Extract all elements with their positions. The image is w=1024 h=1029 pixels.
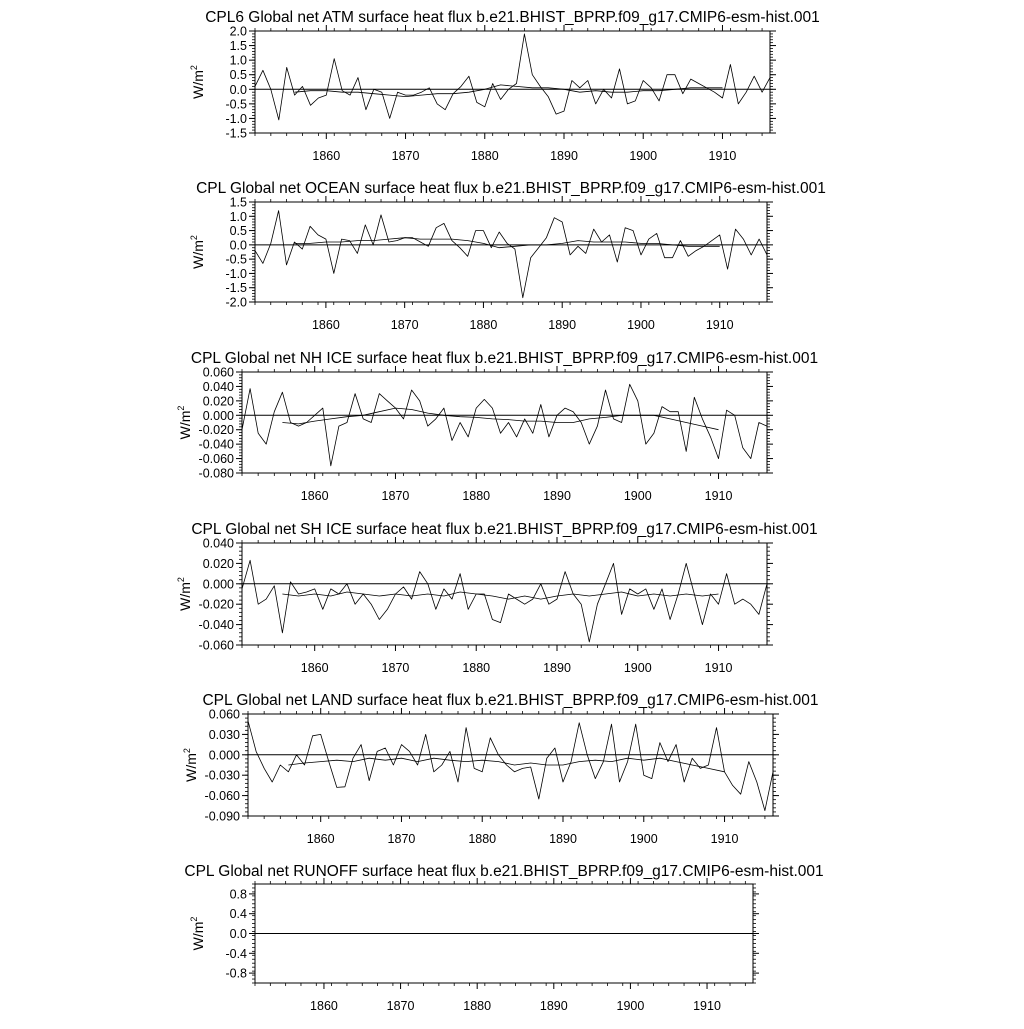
y-tick-label: -0.4 xyxy=(225,946,247,961)
x-tick-label: 1890 xyxy=(539,999,568,1013)
panel-3 xyxy=(176,350,818,503)
x-tick-label: 1900 xyxy=(629,149,658,163)
x-tick-label: 1900 xyxy=(623,489,652,503)
y-tick-label: 0.5 xyxy=(229,224,247,239)
plot-frame xyxy=(255,202,767,302)
series-annual-line xyxy=(242,560,767,642)
x-tick-label: 1910 xyxy=(708,149,737,163)
y-axis-label-superscript: 2 xyxy=(176,405,186,411)
x-tick-label: 1860 xyxy=(310,999,338,1013)
x-tick-label: 1910 xyxy=(705,318,734,332)
x-tick-label: 1880 xyxy=(462,489,491,503)
x-tick-label: 1890 xyxy=(550,149,578,163)
y-tick-label: 0.000 xyxy=(202,408,234,423)
x-tick-label: 1880 xyxy=(463,999,492,1013)
y-tick-label: 0.020 xyxy=(202,556,234,571)
y-axis-label-base: W/m xyxy=(177,410,193,440)
y-tick-label: -2.0 xyxy=(225,295,247,310)
y-tick-label: 0.040 xyxy=(202,536,234,551)
y-tick-label: -0.090 xyxy=(204,809,240,824)
y-tick-label: 1.5 xyxy=(229,195,247,210)
x-tick-label: 1890 xyxy=(548,318,577,332)
y-tick-label: 0.060 xyxy=(208,707,240,722)
panel-4 xyxy=(176,521,818,675)
panel-5 xyxy=(182,692,819,846)
x-tick-label: 1860 xyxy=(312,149,341,163)
panel-title: CPL Global net LAND surface heat flux b.e21.BHIST_BPRP.f09_g17.CMIP6-esm-hist.001 xyxy=(202,692,819,709)
panel-2 xyxy=(189,180,826,332)
y-tick-label: 0.5 xyxy=(229,68,247,83)
x-tick-label: 1900 xyxy=(629,832,658,846)
x-tick-label: 1860 xyxy=(300,661,329,675)
panel-title: CPL6 Global net ATM surface heat flux b.e21.BHIST_BPRP.f09_g17.CMIP6-esm-hist.001 xyxy=(205,9,820,26)
panel-1 xyxy=(189,9,820,163)
x-tick-label: 1910 xyxy=(704,661,733,675)
y-tick-label: -0.5 xyxy=(225,252,247,267)
y-tick-label: -0.040 xyxy=(198,437,234,452)
y-tick-label: 0.000 xyxy=(208,748,240,763)
y-tick-label: -0.080 xyxy=(198,466,234,481)
x-tick-label: 1870 xyxy=(390,318,419,332)
y-axis-label-superscript: 2 xyxy=(189,65,199,71)
x-tick-label: 1890 xyxy=(549,832,577,846)
y-tick-label: 0.000 xyxy=(202,577,234,592)
y-tick-label: 0.0 xyxy=(229,82,247,97)
y-tick-label: 0.4 xyxy=(229,907,247,922)
y-tick-label: 0.0 xyxy=(229,927,247,941)
x-tick-label: 1900 xyxy=(616,999,645,1013)
y-tick-label: -0.020 xyxy=(198,423,234,438)
y-axis-label-base: W/m xyxy=(190,70,206,99)
series-annual-line xyxy=(255,211,767,298)
y-axis-label xyxy=(176,577,193,611)
panel-6 xyxy=(184,863,823,1013)
y-axis-label xyxy=(189,235,206,269)
y-tick-label: 0.020 xyxy=(202,394,234,409)
plot-frame xyxy=(242,372,767,473)
x-tick-label: 1880 xyxy=(462,661,491,675)
y-axis-label xyxy=(182,748,199,782)
x-tick-label: 1870 xyxy=(381,661,410,675)
y-tick-label: -0.8 xyxy=(225,966,247,981)
y-tick-label: -0.030 xyxy=(204,768,240,783)
series-annual-line xyxy=(242,384,767,466)
x-tick-label: 1870 xyxy=(381,489,410,503)
y-axis-label-superscript: 2 xyxy=(189,916,199,922)
y-tick-label: -1.0 xyxy=(225,111,247,126)
y-tick-label: -0.060 xyxy=(198,452,234,467)
x-tick-label: 1870 xyxy=(386,999,415,1013)
x-tick-label: 1860 xyxy=(300,489,329,503)
series-smoothed-line xyxy=(295,85,723,97)
y-axis-label-base: W/m xyxy=(183,753,199,782)
y-axis-label-base: W/m xyxy=(190,921,206,951)
series-annual-line xyxy=(255,34,770,120)
x-tick-label: 1900 xyxy=(623,661,652,675)
y-tick-label: -1.0 xyxy=(225,266,247,281)
x-tick-label: 1860 xyxy=(306,832,335,846)
y-tick-label: 0.040 xyxy=(202,379,234,394)
x-tick-label: 1870 xyxy=(391,149,420,163)
y-axis-label xyxy=(189,917,206,951)
panel-title: CPL Global net OCEAN surface heat flux b.e21.BHIST_BPRP.f09_g17.CMIP6-esm-hist.001 xyxy=(196,180,826,197)
x-tick-label: 1910 xyxy=(704,489,733,503)
series-smoothed-line xyxy=(282,592,718,599)
x-tick-label: 1900 xyxy=(627,318,655,332)
y-axis-label xyxy=(176,406,193,440)
plot-frame xyxy=(248,714,773,816)
y-tick-label: 0.0 xyxy=(229,238,247,253)
y-tick-label: -0.060 xyxy=(198,638,234,653)
panel-title: CPL Global net RUNOFF surface heat flux b.e21.BHIST_BPRP.f09_g17.CMIP6-esm-hist.001 xyxy=(184,863,824,880)
y-axis-label-superscript: 2 xyxy=(189,235,199,241)
x-tick-label: 1880 xyxy=(469,318,498,332)
y-axis-label-base: W/m xyxy=(177,582,193,611)
plot-frame xyxy=(255,31,770,133)
y-tick-label: 1.0 xyxy=(229,209,247,224)
y-tick-label: 0.060 xyxy=(202,365,234,380)
panel-title: CPL Global net NH ICE surface heat flux b.e21.BHIST_BPRP.f09_g17.CMIP6-esm-hist.001 xyxy=(190,350,819,367)
y-tick-label: -0.060 xyxy=(204,789,240,804)
panel-title: CPL Global net SH ICE surface heat flux b.e21.BHIST_BPRP.f09_g17.CMIP6-esm-hist.001 xyxy=(191,521,818,538)
y-tick-label: -0.040 xyxy=(198,618,234,633)
x-tick-label: 1910 xyxy=(693,999,721,1013)
x-tick-label: 1880 xyxy=(470,149,499,163)
y-axis-label-base: W/m xyxy=(190,240,206,269)
x-tick-label: 1890 xyxy=(543,661,571,675)
y-tick-label: -0.5 xyxy=(225,97,247,112)
x-tick-label: 1890 xyxy=(543,489,571,503)
y-tick-label: -0.020 xyxy=(198,597,234,612)
y-tick-label: 1.0 xyxy=(229,53,247,68)
x-tick-label: 1870 xyxy=(387,832,416,846)
y-tick-label: 0.030 xyxy=(208,727,240,742)
y-tick-label: -1.5 xyxy=(225,126,247,141)
x-tick-label: 1910 xyxy=(710,832,739,846)
y-axis-label-superscript: 2 xyxy=(176,577,186,583)
y-tick-label: 2.0 xyxy=(229,24,247,39)
y-axis-label xyxy=(189,65,206,99)
x-tick-label: 1860 xyxy=(311,318,340,332)
x-tick-label: 1880 xyxy=(468,832,497,846)
y-tick-label: 1.5 xyxy=(229,39,247,54)
y-tick-label: 0.8 xyxy=(229,887,247,902)
y-axis-label-superscript: 2 xyxy=(182,748,192,754)
y-tick-label: -1.5 xyxy=(225,281,247,296)
